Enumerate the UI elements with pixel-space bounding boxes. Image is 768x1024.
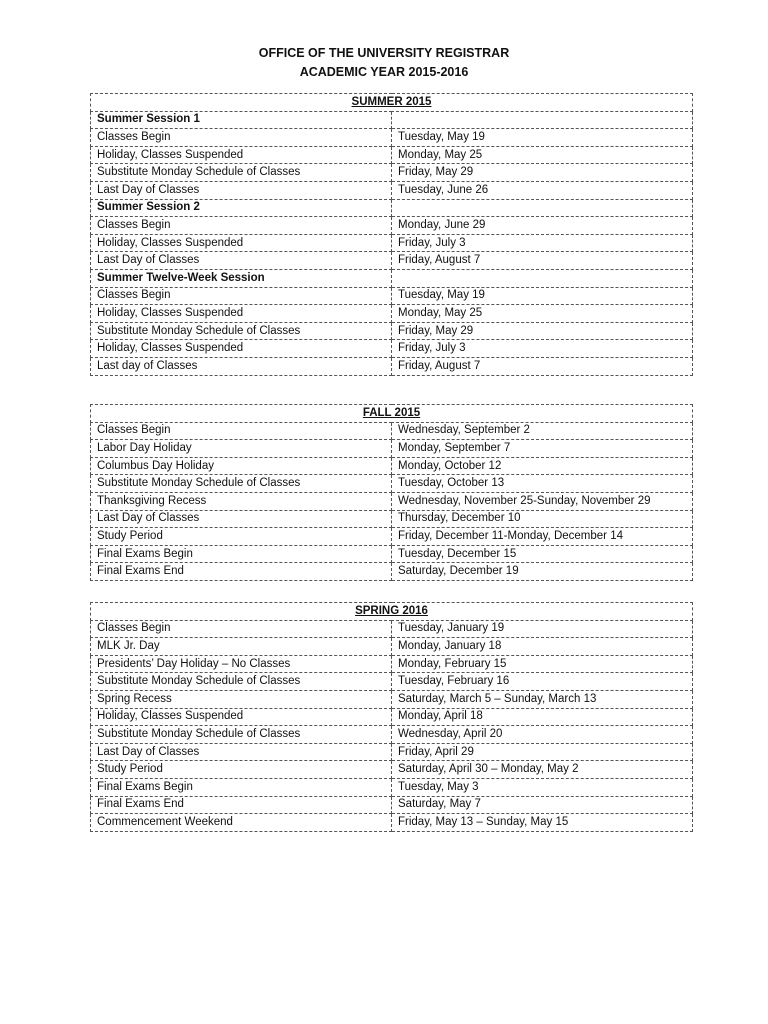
event-date: Tuesday, May 19 [392, 287, 693, 305]
event-label: Classes Begin [91, 217, 392, 235]
event-date: Monday, April 18 [392, 708, 693, 726]
table-row [91, 814, 693, 832]
event-date: Friday, April 29 [392, 743, 693, 761]
table-row [91, 778, 693, 796]
event-date: Tuesday, May 3 [392, 778, 693, 796]
table-row [91, 287, 693, 305]
event-date: Monday, September 7 [392, 440, 693, 458]
event-label: Classes Begin [91, 129, 392, 147]
event-date: Saturday, December 19 [392, 563, 693, 581]
table-row [91, 563, 693, 581]
table-row [91, 305, 693, 323]
table-row [91, 761, 693, 779]
event-date: Friday, July 3 [392, 340, 693, 358]
session-heading-row [91, 269, 693, 287]
event-date: Tuesday, January 19 [392, 620, 693, 638]
event-label: Study Period [91, 528, 392, 546]
event-date: Wednesday, September 2 [392, 422, 693, 440]
event-date: Friday, May 29 [392, 322, 693, 340]
registrar-title: OFFICE OF THE UNIVERSITY REGISTRAR [258, 46, 510, 60]
table-row [91, 146, 693, 164]
table-row [91, 690, 693, 708]
spring-table [90, 602, 693, 832]
event-date: Friday, August 7 [392, 252, 693, 270]
event-date: Wednesday, November 25-Sunday, November 29 [392, 492, 693, 510]
event-label: Study Period [91, 761, 392, 779]
event-label: Substitute Monday Schedule of Classes [91, 726, 392, 744]
event-label: Last Day of Classes [91, 181, 392, 199]
event-date: Monday, May 25 [392, 146, 693, 164]
event-date: Friday, May 29 [392, 164, 693, 182]
event-date: Monday, May 25 [392, 305, 693, 323]
event-label: Commencement Weekend [91, 814, 392, 832]
event-label: MLK Jr. Day [91, 638, 392, 656]
event-date: Monday, October 12 [392, 457, 693, 475]
table-row [91, 164, 693, 182]
table-row [91, 545, 693, 563]
event-label: Holiday, Classes Suspended [91, 708, 392, 726]
academic-year-title: ACADEMIC YEAR 2015-2016 [299, 65, 469, 79]
table-row [91, 252, 693, 270]
event-date: Saturday, March 5 – Sunday, March 13 [392, 690, 693, 708]
table-row [91, 422, 693, 440]
event-label: Spring Recess [91, 690, 392, 708]
event-date: Monday, June 29 [392, 217, 693, 235]
event-label: Substitute Monday Schedule of Classes [91, 164, 392, 182]
fall-table [90, 404, 693, 581]
table-row [91, 726, 693, 744]
event-label: Substitute Monday Schedule of Classes [91, 322, 392, 340]
event-date [392, 199, 693, 217]
event-label: Substitute Monday Schedule of Classes [91, 673, 392, 691]
table-row [91, 638, 693, 656]
table-row [91, 743, 693, 761]
fall-header-row [91, 405, 693, 423]
table-row [91, 655, 693, 673]
fall-section-title: FALL 2015 [91, 405, 693, 423]
event-date: Tuesday, May 19 [392, 129, 693, 147]
event-label: Labor Day Holiday [91, 440, 392, 458]
session-heading-row [91, 199, 693, 217]
event-date: Tuesday, October 13 [392, 475, 693, 493]
table-row [91, 181, 693, 199]
table-row [91, 492, 693, 510]
event-date: Friday, August 7 [392, 357, 693, 375]
event-date: Saturday, April 30 – Monday, May 2 [392, 761, 693, 779]
table-row [91, 673, 693, 691]
event-date: Tuesday, December 15 [392, 545, 693, 563]
event-label: Last Day of Classes [91, 510, 392, 528]
table-row [91, 217, 693, 235]
event-label: Columbus Day Holiday [91, 457, 392, 475]
event-date [392, 111, 693, 129]
event-date: Wednesday, April 20 [392, 726, 693, 744]
event-label: Classes Begin [91, 422, 392, 440]
event-date: Tuesday, February 16 [392, 673, 693, 691]
table-row [91, 528, 693, 546]
event-label: Holiday, Classes Suspended [91, 234, 392, 252]
session-name: Summer Twelve-Week Session [91, 269, 392, 287]
event-date [392, 269, 693, 287]
session-name: Summer Session 2 [91, 199, 392, 217]
event-label: Presidents’ Day Holiday – No Classes [91, 655, 392, 673]
table-row [91, 475, 693, 493]
spring-header-row [91, 603, 693, 621]
summer-header-row [91, 94, 693, 112]
table-row [91, 129, 693, 147]
summer-table [90, 93, 693, 376]
event-label: Holiday, Classes Suspended [91, 305, 392, 323]
event-date: Tuesday, June 26 [392, 181, 693, 199]
event-label: Final Exams Begin [91, 545, 392, 563]
event-label: Last Day of Classes [91, 743, 392, 761]
event-date: Friday, May 13 – Sunday, May 15 [392, 814, 693, 832]
session-heading-row [91, 111, 693, 129]
event-label: Last day of Classes [91, 357, 392, 375]
event-label: Final Exams End [91, 563, 392, 581]
event-date: Saturday, May 7 [392, 796, 693, 814]
table-row [91, 457, 693, 475]
summer-section-title: SUMMER 2015 [91, 94, 693, 112]
table-row [91, 796, 693, 814]
event-label: Classes Begin [91, 287, 392, 305]
event-date: Thursday, December 10 [392, 510, 693, 528]
event-label: Holiday, Classes Suspended [91, 340, 392, 358]
event-date: Monday, February 15 [392, 655, 693, 673]
table-row [91, 708, 693, 726]
spring-section-title: SPRING 2016 [91, 603, 693, 621]
table-row [91, 322, 693, 340]
event-date: Monday, January 18 [392, 638, 693, 656]
event-label: Holiday, Classes Suspended [91, 146, 392, 164]
event-label: Thanksgiving Recess [91, 492, 392, 510]
table-row [91, 234, 693, 252]
event-date: Friday, July 3 [392, 234, 693, 252]
event-label: Final Exams End [91, 796, 392, 814]
table-row [91, 510, 693, 528]
event-date: Friday, December 11-Monday, December 14 [392, 528, 693, 546]
session-name: Summer Session 1 [91, 111, 392, 129]
table-row [91, 620, 693, 638]
event-label: Classes Begin [91, 620, 392, 638]
event-label: Final Exams Begin [91, 778, 392, 796]
event-label: Last Day of Classes [91, 252, 392, 270]
table-row [91, 340, 693, 358]
event-label: Substitute Monday Schedule of Classes [91, 475, 392, 493]
table-row [91, 357, 693, 375]
table-row [91, 440, 693, 458]
